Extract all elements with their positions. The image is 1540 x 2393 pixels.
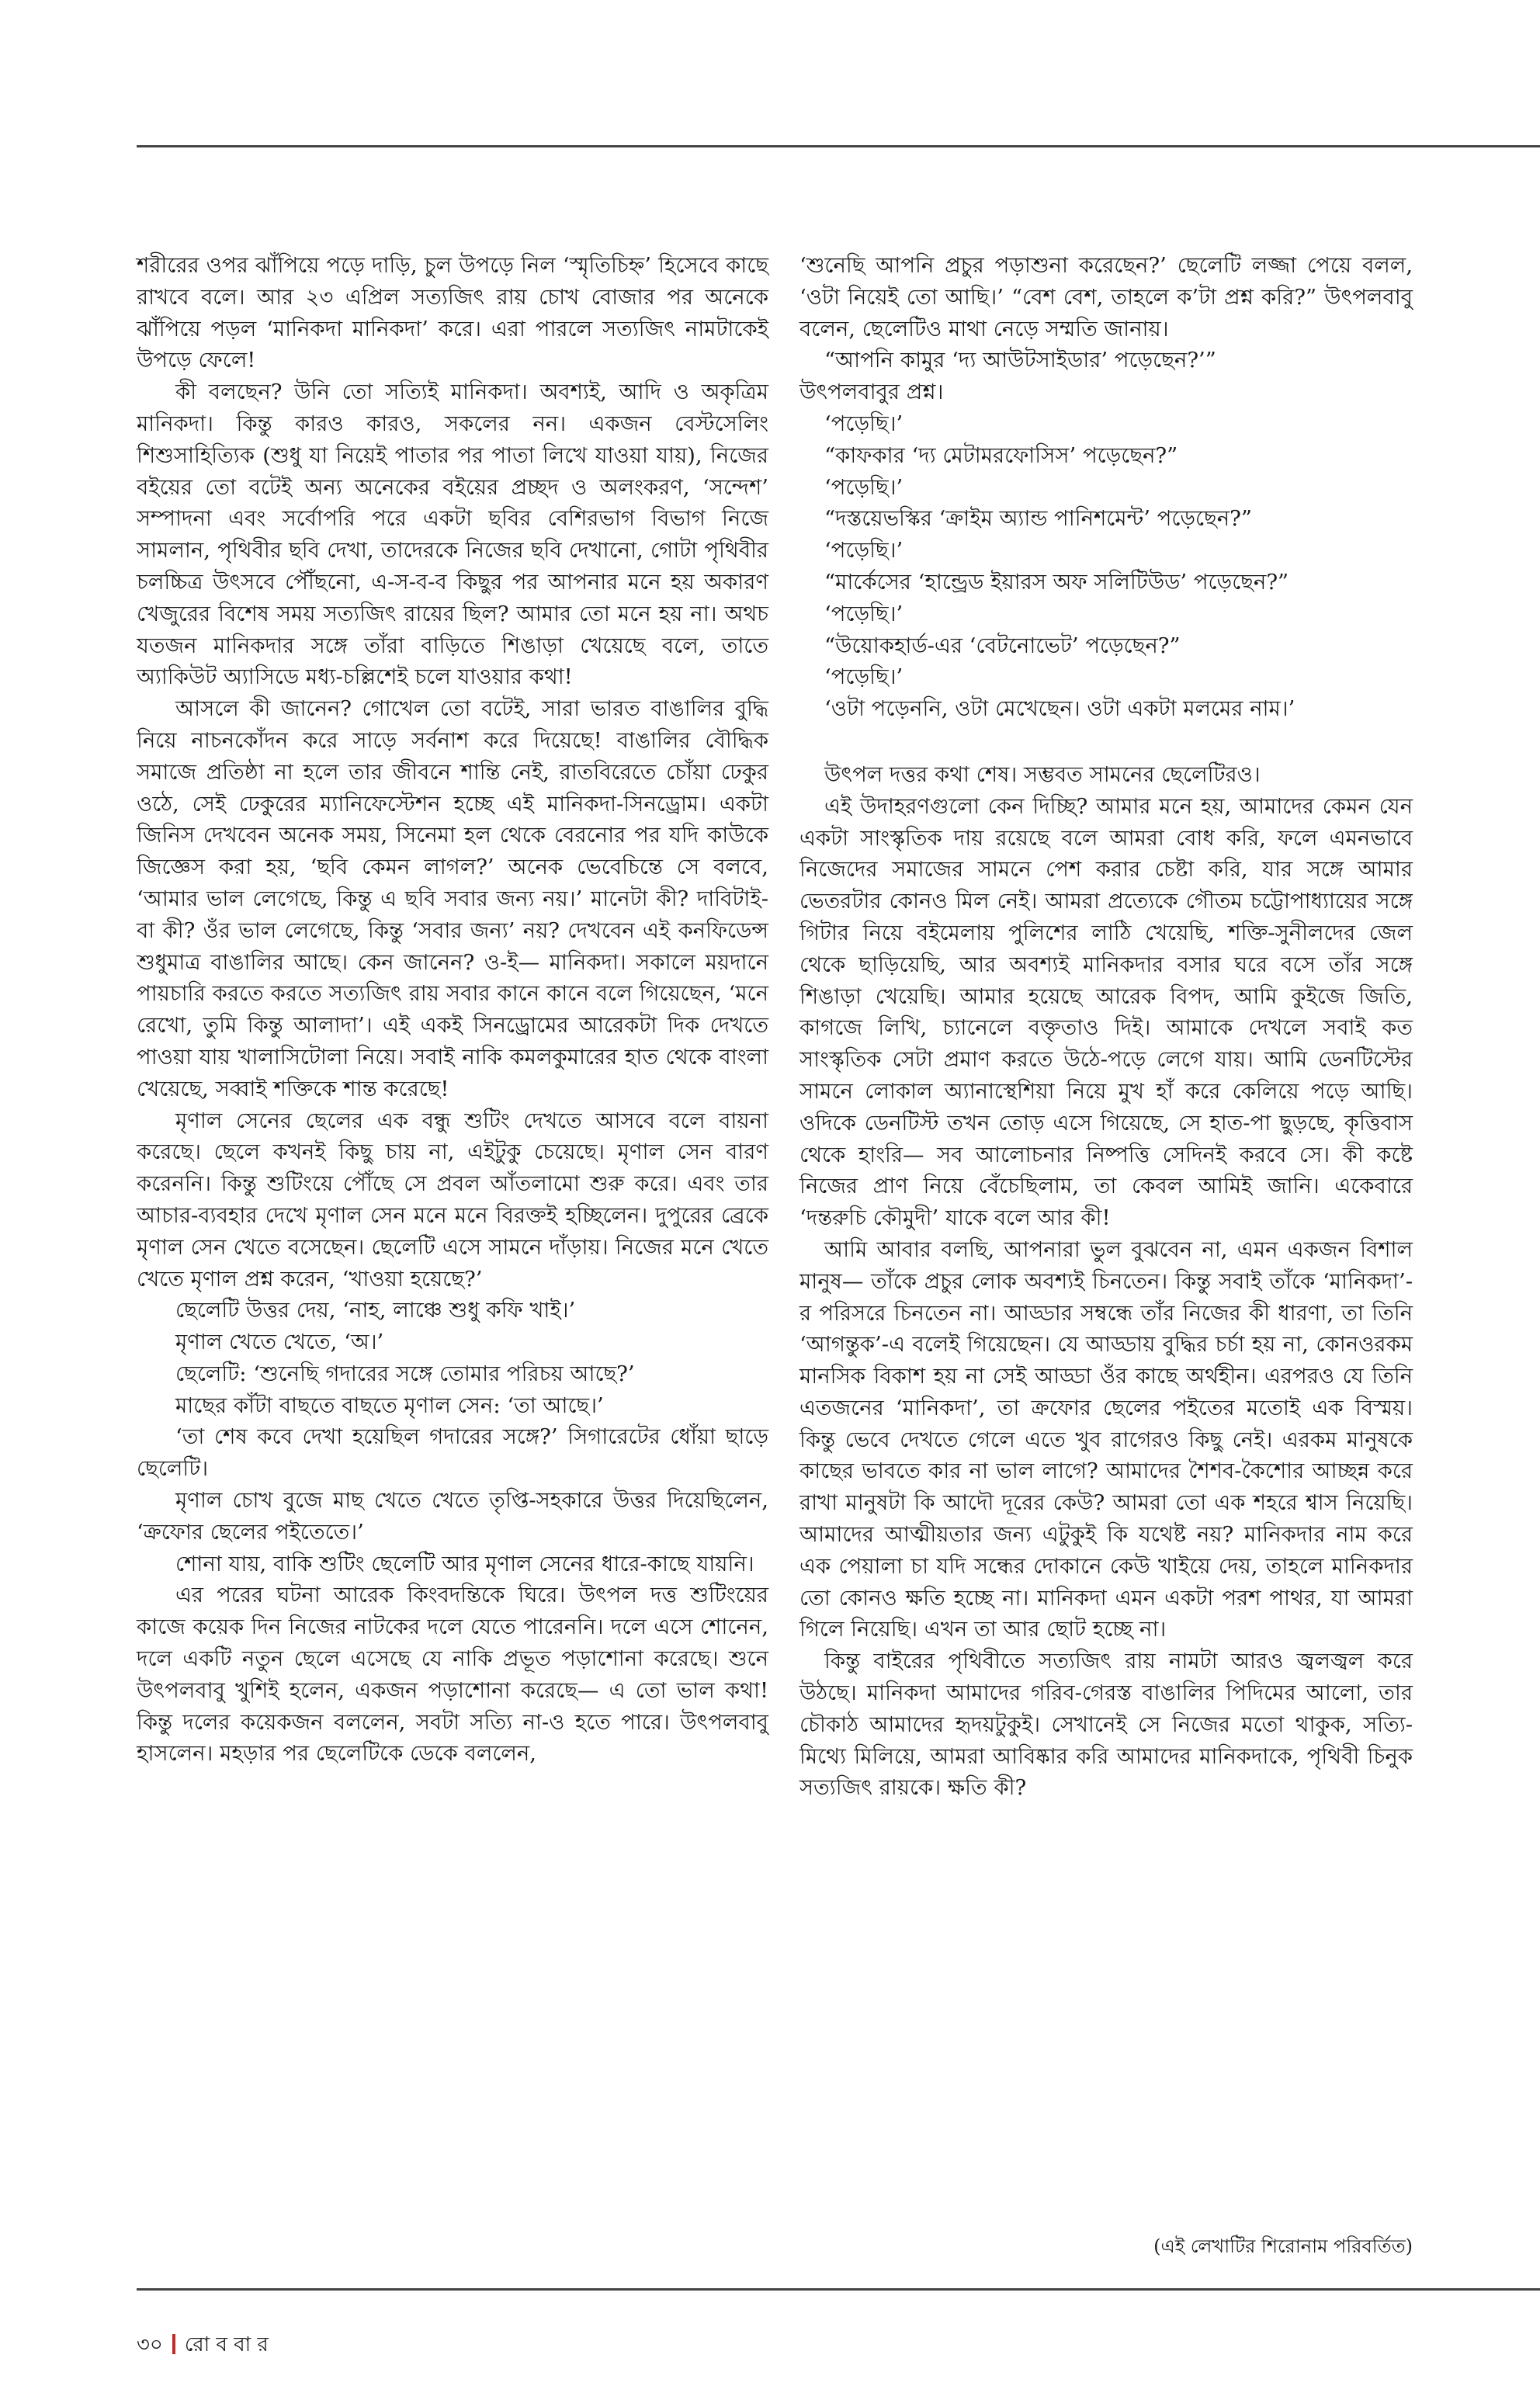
dialogue-line: ছেলেটি: ‘শুনেছি গদারের সঙ্গে তোমার পরিচয় আছে?’ bbox=[175, 1361, 635, 1386]
paragraph: কিন্তু বাইরের পৃথিবীতে সত্যজিৎ রায় নামটা আরও জ্বলজ্বল করে উঠছে। মানিকদা আমাদের গরিব-গেরস্ত বাঙালির পিদিমের আলো, তার চৌকাঠ আমাদের হৃদয়টুকুই। সেখানেই সে নিজের মতো থাকুক, সত্যি-মিথ্যে মিলিয়ে, আমরা আবিষ্কার করি আমাদের মানিকদাকে, পৃথিবী চিনুক সত্যজিৎ রায়কে। ক্ষতি কী? bbox=[799, 1649, 1413, 1801]
footer-divider bbox=[172, 2334, 175, 2354]
paragraph: এর পরের ঘটনা আরেক কিংবদন্তিকে ঘিরে। উৎপল দত্ত শুটিংয়ের কাজে কয়েক দিন নিজের নাটকের দলে যেতে পারেননি। দলে এসে শোনেন, দলে একটি নতুন ছেলে এসেছে যে নাকি প্রভূত পড়াশোনা করেছে। শুনে উৎপলবাবু খুশিই হলেন, একজন পড়াশোনা করেছে— এ তো ভাল কথা! কিন্তু দলের কয়েকজন বললেন, সবটা সত্যি না-ও হতে পারে। উৎপলবাবু হাসলেন। মহড়ার পর ছেলেটিকে ডেকে বললেন, bbox=[137, 1583, 768, 1767]
paragraph: মৃণাল সেনের ছেলের এক বন্ধু শুটিং দেখতে আসবে বলে বায়না করেছে। ছেলে কখনই কিছু চায় না, এইটুকু চেয়েছে। মৃণাল সেন বারণ করেননি। কিন্তু শুটিংয়ে পৌঁছে সে প্রবল আঁতলামো শুরু করে। এবং তার আচার-ব্যবহার দেখে মৃণাল সেন মনে মনে বিরক্তই হচ্ছিলেন। দুপুরের ব্রেকে মৃণাল সেন খেতে বসেছেন। ছেলেটি এসে সামনে দাঁড়ায়। নিজের মনে খেতে খেতে মৃণাল প্রশ্ন করেন, ‘খাওয়া হয়েছে?’ bbox=[137, 1108, 768, 1292]
dialogue-line: “মার্কেসের ‘হান্ড্রেড ইয়ারস অফ সলিটিউড’ পড়েছেন?” bbox=[824, 569, 1289, 595]
dialogue-line: “দস্তয়েভস্কির ‘ক্রাইম অ্যান্ড পানিশমেন্ট’ পড়েছেন?” bbox=[824, 506, 1252, 532]
dialogue-line: মৃণাল খেতে খেতে, ‘অ।’ bbox=[175, 1330, 384, 1355]
dialogue-line: “উয়োকহার্ড-এর ‘বেটনোভেট’ পড়েছেন?” bbox=[824, 633, 1181, 658]
dialogue-line: ছেলেটি উত্তর দেয়, ‘নাহ, লাঞ্চে শুধু কফি খাই।’ bbox=[175, 1298, 576, 1323]
dialogue-line: উৎপলবাবুর প্রশ্ন। bbox=[799, 380, 944, 405]
dialogue-line: ‘পড়েছি।’ bbox=[824, 664, 904, 690]
page-number: ৩০ bbox=[137, 2333, 163, 2357]
page-footer bbox=[137, 2332, 269, 2357]
paragraph: উৎপল দত্তর কথা শেষ। সম্ভবত সামনের ছেলেটিরও। bbox=[824, 761, 1261, 787]
magazine-name: রো ব বা র bbox=[184, 2333, 269, 2357]
dialogue-line: ‘পড়েছি।’ bbox=[824, 601, 904, 626]
paragraph: শোনা যায়, বাকি শুটিং ছেলেটি আর মৃণাল সেনের ধারে-কাছে যায়নি। bbox=[175, 1551, 754, 1576]
paragraph: মৃণাল চোখ বুজে মাছ খেতে খেতে তৃপ্তি-সহকারে উত্তর দিয়েছিলেন, ‘ক্রফোর ছেলের পইতেতে।’ bbox=[137, 1488, 768, 1545]
paragraph: কী বলছেন? উনি তো সত্যিই মানিকদা। অবশ্যই, আদি ও অকৃত্রিম মানিকদা। কিন্তু কারও কারও, সকলের নন। একজন বেস্টসেলিং শিশুসাহিত্যিক (শুধু যা নিয়েই পাতার পর পাতা লিখে যাওয়া যায়), নিজের বইয়ের তো বটেই অন্য অনেকের বইয়ের প্রচ্ছদ ও অলংকরণ, ‘সন্দেশ’ সম্পাদনা এবং সর্বোপরি পরে একটা ছবির বেশিরভাগ বিভাগ নিজে সামলান, পৃথিবীর ছবি দেখা, তাদেরকে নিজের ছবি দেখানো, গোটা পৃথিবীর চলচ্চিত্র উৎসবে পৌঁছনো, এ-স-ব-ব কিছুর পর আপনার মনে হয় অকারণ খেজুরের বিশেষ সময় সত্যজিৎ রায়ের ছিল? আমার তো মনে হয় না। অথচ যতজন মানিকদার সঙ্গে তাঁরা বাড়িতে শিঙাড়া খেয়েছে বলে, তাতে অ্যাকিউট অ্যাসিডে মধ্য-চল্লিশেই চলে যাওয়ার কথা! bbox=[137, 380, 768, 690]
right-column bbox=[799, 250, 1413, 1804]
dialogue-line: মাছের কাঁটা বাছতে বাছতে মৃণাল সেন: ‘তা আছে।’ bbox=[175, 1392, 604, 1418]
section-gap bbox=[799, 725, 1413, 759]
paragraph: এই উদাহরণগুলো কেন দিচ্ছি? আমার মনে হয়, আমাদের কেমন যেন একটা সাংস্কৃতিক দায় রয়েছে বলে আমরা বোধ করি, ফলে এমনভাবে নিজেদের সমাজের সামনে পেশ করার চেষ্টা করি, যার সঙ্গে আমার ভেতরটার কোনও মিল নেই। আমরা প্রত্যেকে গৌতম চট্টোপাধ্যায়ের সঙ্গে গিটার নিয়ে বইমেলায় পুলিশের লাঠি খেয়েছি, শক্তি-সুনীলদের জেল থেকে ছাড়িয়েছি, আর অবশ্যই মানিকদার বসার ঘরে বসে তাঁর সঙ্গে শিঙাড়া খেয়েছি। আমার হয়েছে আরেক বিপদ, আমি কুইজে জিতি, কাগজে লিখি, চ্যানেলে বক্তৃতাও দিই। আমাকে দেখলে সবাই কত সাংস্কৃতিক সেটা প্রমাণ করতে উঠে-পড়ে লেগে যায়। আমি ডেনটিস্টের সামনে লোকাল অ্যানাস্থেশিয়া নিয়ে মুখ হাঁ করে কেলিয়ে পড়ে আছি। ওদিকে ডেনটিস্ট তখন তোড় এসে গিয়েছে, সে হাত-পা ছুড়ছে, কৃত্তিবাস থেকে হাংরি— সব আলোচনার নিষ্পত্তি সেদিনই করবে সে। কী কষ্টে নিজের প্রাণ নিয়ে বেঁচেছিলাম, তা কেবল আমিই জানি। একেবারে ‘দন্তরুচি কৌমুদী’ যাকে বলে আর কী! bbox=[799, 793, 1413, 1231]
dialogue-line: ‘পড়েছি।’ bbox=[824, 411, 904, 436]
dialogue-line: ‘ওটা পড়েননি, ওটা মেখেছেন। ওটা একটা মলমের নাম।’ bbox=[824, 696, 1295, 722]
bottom-rule bbox=[137, 2288, 1540, 2291]
dialogue-line: ‘তা শেষ কবে দেখা হয়েছিল গদারের সঙ্গে?’ সিগারেটের ধোঁয়া ছাড়ে ছেলেটি। bbox=[137, 1424, 768, 1482]
paragraph: আসলে কী জানেন? গোখেল তো বটেই, সারা ভারত বাঙালির বুদ্ধি নিয়ে নাচনকোঁদন করে সাড়ে সর্বনাশ করে দিয়েছে! বাঙালির বৌদ্ধিক সমাজে প্রতিষ্ঠা না হলে তার জীবনে শান্তি নেই, রাতবিরেতে চোঁয়া ঢেকুর ওঠে, সেই ঢেকুরের ম্যানিফেস্টেশন হচ্ছে এই মানিকদা-সিনড্রোম। একটা জিনিস দেখবেন অনেক সময়, সিনেমা হল থেকে বেরনোর পর যদি কাউকে জিজ্ঞেস করা হয়, ‘ছবি কেমন লাগল?’ অনেক ভেবেচিন্তে সে বলবে, ‘আমার ভাল লেগেছে, কিন্তু এ ছবি সবার জন্য নয়।’ মানেটা কী? দাবিটাই-বা কী? ওঁর ভাল লেগেছে, কিন্তু ‘সবার জন্য’ নয়? দেখবেন এই কনফিডেন্স শুধুমাত্র বাঙালির আছে। কেন জানেন? ও-ই— মানিকদা। সকালে ময়দানে পায়চারি করতে করতে সত্যজিৎ রায় সবার কানে কানে বলে গিয়েছেন, ‘মনে রেখো, তুমি কিন্তু আলাদা’। এই একই সিনড্রোমের আরেকটা দিক দেখতে পাওয়া যায় খালাসিটোলা নিয়ে। সবাই নাকি কমলকুমারের হাত থেকে বাংলা খেয়েছে, সব্বাই শক্তিকে শান্ত করেছে! bbox=[137, 696, 768, 1101]
paragraph: শরীরের ওপর ঝাঁপিয়ে পড়ে দাড়ি, চুল উপড়ে নিল ‘স্মৃতিচিহ্ন’ হিসেবে কাছে রাখবে বলে। আর ২৩ এপ্রিল সত্যজিৎ রায় চোখ বোজার পর অনেকে ঝাঁপিয়ে পড়ল ‘মানিকদা মানিকদা’ করে। এরা পারলে সত্যজিৎ নামটাকেই উপড়ে ফেলে! bbox=[137, 253, 768, 373]
left-column bbox=[137, 250, 768, 1770]
article-note: (এই লেখাটির শিরোনাম পরিবর্তিত) bbox=[1153, 2235, 1413, 2257]
dialogue-line: “আপনি কামুর ‘দ্য আউটসাইডার’ পড়েছেন?’” bbox=[824, 348, 1216, 373]
paragraph: আমি আবার বলছি, আপনারা ভুল বুঝবেন না, এমন একজন বিশাল মানুষ— তাঁকে প্রচুর লোক অবশ্যই চিনতেন। কিন্তু সবাই তাঁকে ‘মানিকদা’-র পরিসরে চিনতেন না। আড্ডার সম্বন্ধে তাঁর নিজের কী ধারণা, তা তিনি ‘আগন্তুক’-এ বলেই গিয়েছেন। যে আড্ডায় বুদ্ধির চর্চা হয় না, কোনওরকম মানসিক বিকাশ হয় না সেই আড্ডা ওঁর কাছে অর্থহীন। এরপরও যে তিনি এতজনের ‘মানিকদা’, তা ক্রফোর ছেলের পইতের মতোই এক বিস্ময়। কিন্তু ভেবে দেখতে গেলে এতে খুব রাগেরও কিছু নেই। এরকম মানুষকে কাছের ভাবতে কার না ভাল লাগে? আমাদের শৈশব-কৈশোর আচ্ছন্ন করে রাখা মানুষটা কি আদৌ দূরের কেউ? আমরা তো এক শহরে শ্বাস নিয়েছি। আমাদের আত্মীয়তার জন্য এটুকুই কি যথেষ্ট নয়? মানিকদার নাম করে এক পেয়ালা চা যদি সন্ধের দোকানে কেউ খাইয়ে দেয়, তাহলে মানিকদার তো কোনও ক্ষতি হচ্ছে না। মানিকদা এমন একটা পরশ পাথর, যা আমরা গিলে নিয়েছি। এখন তা আর ছোট হচ্ছে না। bbox=[799, 1236, 1413, 1642]
paragraph: ‘শুনেছি আপনি প্রচুর পড়াশুনা করেছেন?’ ছেলেটি লজ্জা পেয়ে বলল, ‘ওটা নিয়েই তো আছি।’ “বেশ বেশ, তাহলে ক’টা প্রশ্ন করি?” উৎপলবাবু বলেন, ছেলেটিও মাথা নেড়ে সম্মতি জানায়। bbox=[799, 253, 1413, 342]
dialogue-line: ‘পড়েছি।’ bbox=[824, 538, 904, 564]
dialogue-line: “কাফকার ‘দ্য মেটামরফোসিস’ পড়েছেন?” bbox=[824, 442, 1178, 468]
dialogue-line: ‘পড়েছি।’ bbox=[824, 474, 904, 500]
top-rule bbox=[137, 145, 1540, 147]
